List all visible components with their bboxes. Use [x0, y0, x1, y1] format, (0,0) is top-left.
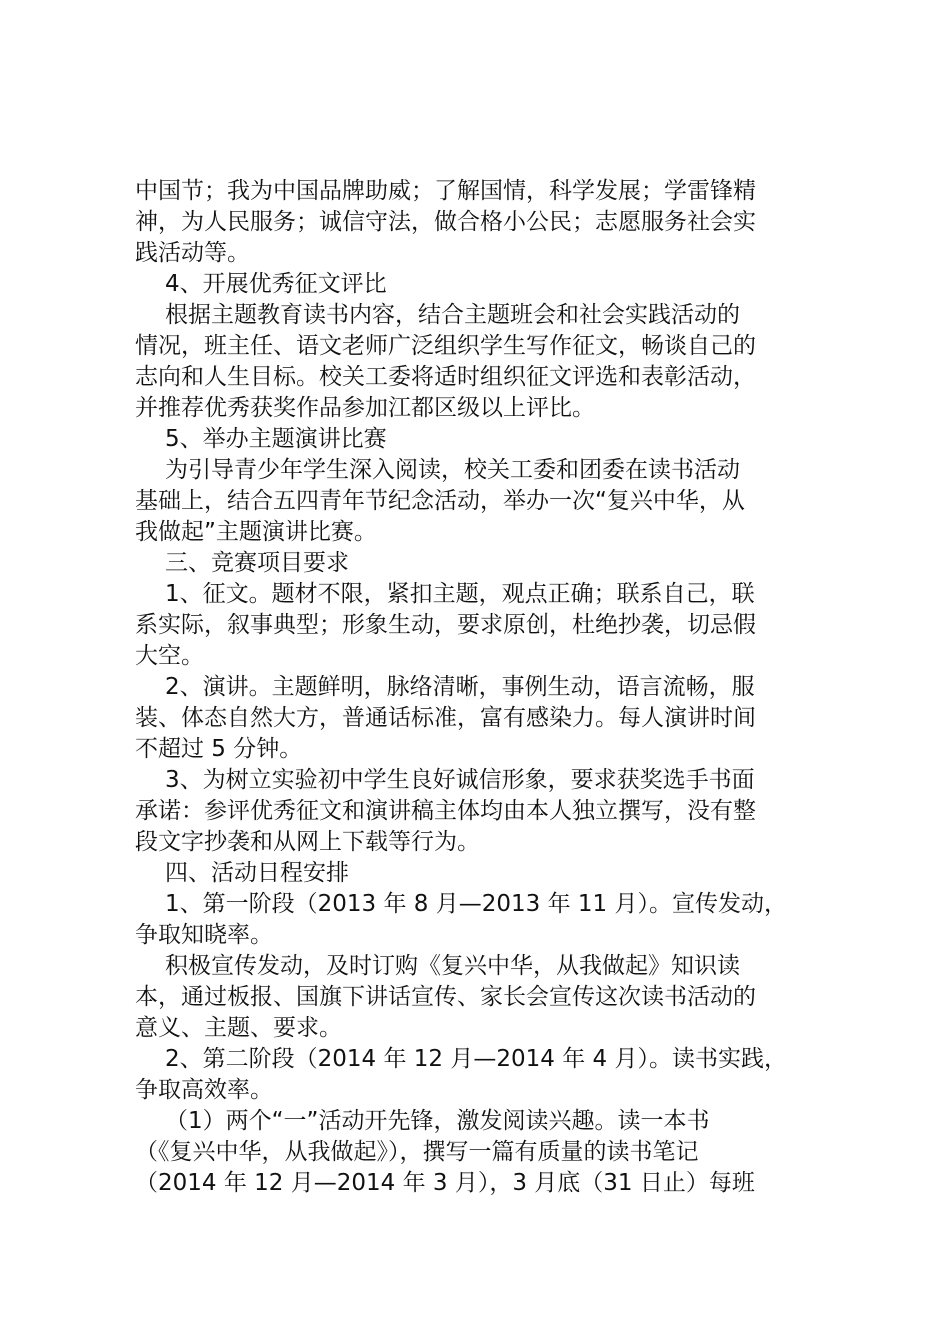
section-heading: 四、活动日程安排	[165, 860, 349, 886]
text-line: 我做起”主题演讲比赛。	[135, 519, 377, 545]
text-line: 2、演讲。主题鲜明，脉络清晰，事例生动，语言流畅，服	[165, 674, 755, 700]
section-heading: 三、竞赛项目要求	[165, 550, 349, 576]
text-line: 为引导青少年学生深入阅读，校关工委和团委在读书活动	[165, 457, 740, 483]
text-line: 承诺：参评优秀征文和演讲稿主体均由本人独立撰写，没有整	[135, 798, 756, 824]
text-line: 大空。	[135, 643, 204, 669]
text-line: 本，通过板报、国旗下讲话宣传、家长会宣传这次读书活动的	[135, 984, 756, 1010]
text-line: 系实际，叙事典型；形象生动，要求原创，杜绝抄袭，切忌假	[135, 612, 756, 638]
text-line: 践活动等。	[135, 240, 250, 266]
text-line: 中国节；我为中国品牌助威；了解国情，科学发展；学雷锋精	[135, 178, 756, 204]
text-line: 1、征文。题材不限，紧扣主题，观点正确；联系自己，联	[165, 581, 755, 607]
text-line: 1、第一阶段（2013 年 8 月—2013 年 11 月）。宣传发动，	[165, 891, 787, 917]
section-heading: 4、开展优秀征文评比	[165, 271, 387, 297]
text-line: 2、第二阶段（2014 年 12 月—2014 年 4 月）。读书实践，	[165, 1046, 787, 1072]
text-line: 并推荐优秀获奖作品参加江都区级以上评比。	[135, 395, 595, 421]
text-line: 装、体态自然大方，普通话标准，富有感染力。每人演讲时间	[135, 705, 756, 731]
text-line: 意义、主题、要求。	[135, 1015, 342, 1041]
text-line: 情况，班主任、语文老师广泛组织学生写作征文，畅谈自己的	[135, 333, 756, 359]
text-line: 3、为树立实验初中学生良好诚信形象，要求获奖选手书面	[165, 767, 755, 793]
text-line: 段文字抄袭和从网上下载等行为。	[135, 829, 480, 855]
text-line: （《复兴中华，从我做起》），撰写一篇有质量的读书笔记	[135, 1139, 699, 1165]
text-line: 不超过 5 分钟。	[135, 736, 303, 762]
text-line: 根据主题教育读书内容，结合主题班会和社会实践活动的	[165, 302, 740, 328]
text-line: 争取高效率。	[135, 1077, 273, 1103]
text-line: 争取知晓率。	[135, 922, 273, 948]
text-line: （2014 年 12 月—2014 年 3 月），3 月底（31 日止）每班	[135, 1170, 755, 1196]
text-line: 志向和人生目标。校关工委将适时组织征文评选和表彰活动，	[135, 364, 756, 390]
text-line: （1）两个“一”活动开先锋，激发阅读兴趣。读一本书	[165, 1108, 710, 1134]
section-heading: 5、举办主题演讲比赛	[165, 426, 387, 452]
text-line: 基础上，结合五四青年节纪念活动，举办一次“复兴中华，从	[135, 488, 745, 514]
text-line: 神，为人民服务；诚信守法，做合格小公民；志愿服务社会实	[135, 209, 756, 235]
text-line: 积极宣传发动，及时订购《复兴中华，从我做起》知识读	[165, 953, 740, 979]
